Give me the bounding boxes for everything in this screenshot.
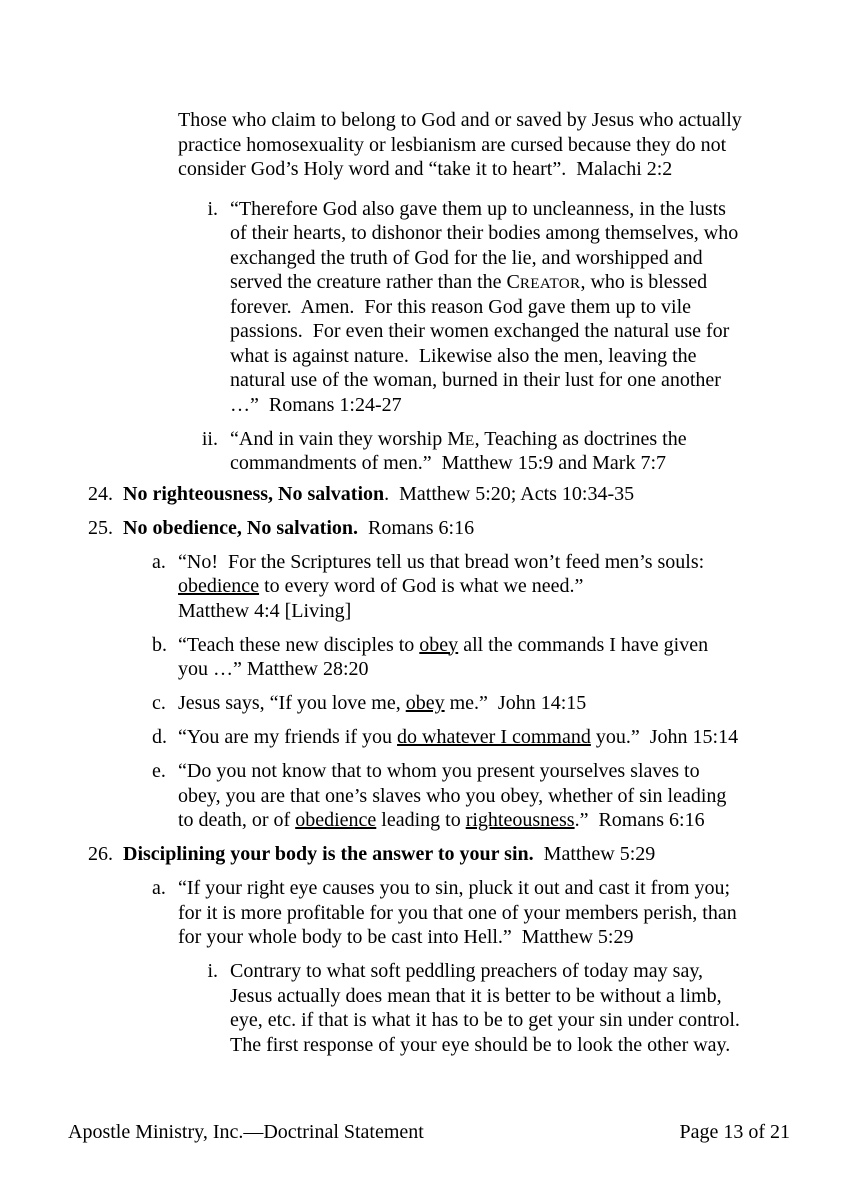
text-line: forever. Amen. For this reason God gave them up to vile <box>230 295 692 318</box>
list-marker: c. <box>152 692 166 714</box>
text-line: The first response of your eye should be to look the other way. <box>230 1033 731 1056</box>
text-line: “Do you not know that to whom you present yourselves slaves to <box>178 760 700 782</box>
text-line: “You are my friends if you do whatever I command you.” John 15:14 <box>178 726 739 748</box>
text-lines <box>230 959 850 1057</box>
text-line: what is against nature. Likewise also the men, leaving the <box>230 344 697 367</box>
list-item-25d <box>152 725 850 750</box>
page-footer <box>68 1120 790 1145</box>
list-item-roman-i <box>196 197 850 418</box>
text-line: for it is more profitable for you that one of your members perish, than <box>178 901 737 924</box>
list-marker: i. <box>207 960 218 982</box>
text-line: “Therefore God also gave them up to uncleanness, in the lusts <box>230 197 726 220</box>
text-line: “Teach these new disciples to obey all the commands I have given <box>178 633 709 656</box>
text-line: exchanged the truth of God for the lie, and worshipped and <box>230 246 703 269</box>
list-item-25 <box>88 516 850 541</box>
text-line: Disciplining your body is the answer to your sin. Matthew 5:29 <box>123 843 656 865</box>
text-line: Matthew 4:4 [Living] <box>178 599 352 622</box>
text-lines <box>178 759 850 833</box>
list-marker: 24. <box>88 482 113 505</box>
text-line: “And in vain they worship ME, Teaching as doctrines the <box>230 427 687 450</box>
text-line: served the creature rather than the CREATOR, who is blessed <box>230 271 708 293</box>
text-line: passions. For even their women exchanged the natural use for <box>230 320 730 342</box>
list-item-26a <box>152 876 850 950</box>
intro-paragraph <box>178 108 850 182</box>
text-line: natural use of the woman, burned in their lust for one another <box>230 369 721 391</box>
text-lines <box>178 550 850 624</box>
list-item-25e <box>152 759 850 833</box>
text-line: Contrary to what soft peddling preachers of today may say, <box>230 960 704 982</box>
text-lines <box>178 725 850 750</box>
text-line: consider God’s Holy word and “take it to heart”. Malachi 2:2 <box>178 158 673 180</box>
text-lines <box>230 427 850 476</box>
text-lines <box>178 633 850 682</box>
list-marker: 25. <box>88 516 113 539</box>
text-line: of their hearts, to dishonor their bodies among themselves, who <box>230 222 739 244</box>
text-line: eye, etc. if that is what it has to be to get your sin under control. <box>230 1009 740 1031</box>
text-line: No obedience, No salvation. Romans 6:16 <box>123 516 475 539</box>
text-line: Jesus actually does mean that it is better to be without a limb, <box>230 984 722 1007</box>
text-line: practice homosexuality or lesbianism are cursed because they do not <box>178 133 727 156</box>
text-line: “If your right eye causes you to sin, pluck it out and cast it from you; <box>178 877 731 899</box>
text-line: …” Romans 1:24-27 <box>230 393 402 416</box>
list-item-26 <box>88 842 850 867</box>
page-content <box>0 108 850 1067</box>
text-line: Those who claim to belong to God and or saved by Jesus who actually <box>178 109 742 131</box>
text-lines <box>178 876 850 950</box>
text-line: No righteousness, No salvation. Matthew 5:20; Acts 10:34-35 <box>123 482 635 505</box>
list-item-25c <box>152 691 850 716</box>
list-item-roman-ii <box>196 427 850 476</box>
text-lines <box>123 842 850 867</box>
list-item-24 <box>88 482 850 507</box>
list-item-25a <box>152 550 850 624</box>
list-marker: e. <box>152 760 166 782</box>
footer-document-title: Apostle Ministry, Inc.—Doctrinal Statement <box>68 1121 424 1143</box>
text-lines <box>178 691 850 716</box>
list-marker: ii. <box>201 427 218 450</box>
text-line: Jesus says, “If you love me, obey me.” John 14:15 <box>178 692 587 714</box>
list-marker: 26. <box>88 843 113 865</box>
list-marker: a. <box>152 877 166 899</box>
list-item-25b <box>152 633 850 682</box>
list-marker: i. <box>207 197 218 220</box>
text-line: obey, you are that one’s slaves who you obey, whether of sin leading <box>178 784 727 807</box>
text-lines <box>123 516 850 541</box>
list-marker: d. <box>152 726 167 748</box>
text-lines <box>230 197 850 418</box>
footer-page-number: Page 13 of 21 <box>679 1121 790 1143</box>
list-item-26a-roman-i <box>196 959 850 1057</box>
text-line: for your whole body to be cast into Hell.” Matthew 5:29 <box>178 926 634 948</box>
text-line: to death, or of obedience leading to righteousness.” Romans 6:16 <box>178 809 705 831</box>
list-marker: a. <box>152 550 166 573</box>
text-lines <box>178 108 850 182</box>
text-lines <box>123 482 850 507</box>
list-marker: b. <box>152 633 167 656</box>
text-line: “No! For the Scriptures tell us that bread won’t feed men’s souls: <box>178 550 705 573</box>
text-line: you …” Matthew 28:20 <box>178 658 369 680</box>
text-line: commandments of men.” Matthew 15:9 and Mark 7:7 <box>230 452 667 474</box>
text-line: obedience to every word of God is what we need.” <box>178 575 584 597</box>
